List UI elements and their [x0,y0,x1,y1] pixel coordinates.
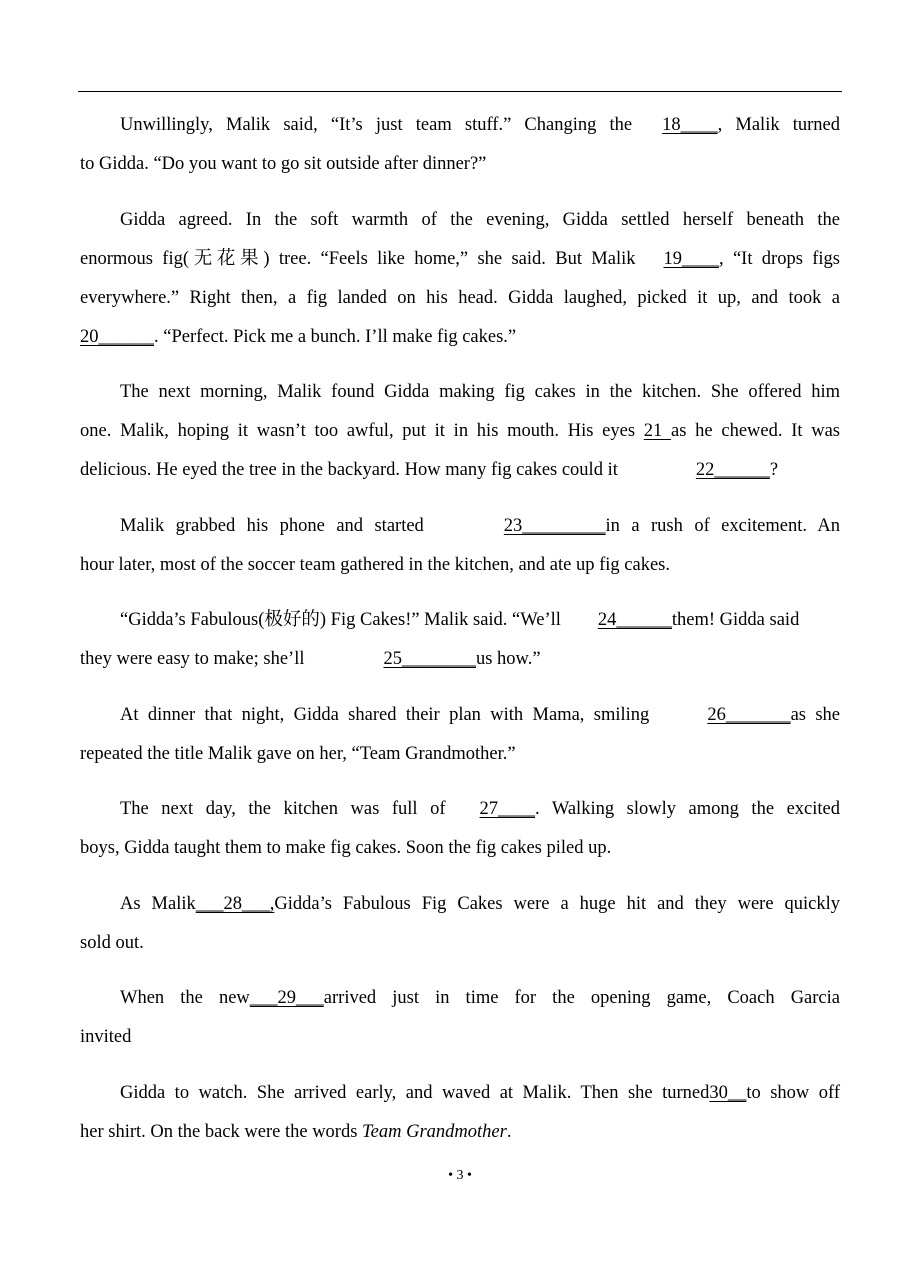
text-line [80,1074,840,1113]
text-run: Gidda agreed. In the soft warmth of the evening, Gidda settled herself beneath the [120,210,840,230]
text-run: As Malik [120,894,196,914]
shirt-words: Team Grandmother [362,1122,507,1142]
paragraph-7 [80,790,840,868]
text-line [80,601,840,640]
paragraph-3 [80,373,840,490]
text-run: arrived just in time for the opening game, Coach Garcia [323,988,840,1008]
text-run: invited [80,1027,132,1047]
paragraph-2 [80,201,840,357]
text-run: Gidda’s Fabulous Fig Cakes were a huge hit and they were quickly [274,894,841,914]
paragraph-1 [80,106,840,184]
page-number: • 3 • [448,1168,472,1183]
answer-blank-24: 24______ [597,610,672,630]
text-run: as he chewed. It was [671,421,841,441]
paragraph-4 [80,507,840,585]
answer-blank-28: ___28___, [195,894,275,914]
text-run: them! Gidda said [671,610,800,630]
text-line [80,1018,840,1057]
text-run: one. Malik, hoping it wasn’t too awful, put it in his mouth. His eyes [80,421,644,441]
text-run: . Walking slowly among the excited [535,799,840,819]
text-run: At dinner that night, Gidda shared their plan with Mama, smiling [120,705,650,725]
text-line [80,829,840,868]
text-run: , “It drops figs [718,249,840,269]
answer-blank-29: ___29___ [249,988,324,1008]
text-run: to Gidda. “Do you want to go sit outside after dinner?” [80,154,487,174]
text-run: Gidda to watch. She arrived early, and waved at Malik. Then she turned [120,1083,710,1103]
text-line [80,145,840,184]
text-line [80,412,840,451]
text-line [80,696,840,735]
text-run: delicious. He eyed the tree in the backyard. How many fig cakes could it [80,460,618,480]
paragraph-6 [80,696,840,774]
text-line [80,318,840,357]
text-line [80,979,840,1018]
text-run: The next morning, Malik found Gidda making fig cakes in the kitchen. She offered him [120,382,840,402]
text-line [80,735,840,774]
paragraph-5 [80,601,840,679]
answer-blank-21: 21 [643,421,672,441]
text-run: in a rush of excitement. An [605,516,840,536]
text-run: Unwillingly, Malik said, “It’s just team stuff.” Changing the [120,115,633,135]
text-run: boys, Gidda taught them to make fig cakes. Soon the fig cakes piled up. [80,838,612,858]
text-run: enormous fig(无花果) tree. “Feels like home,” she said. But Malik [80,249,636,269]
text-line [80,546,840,585]
text-run: everywhere.” Right then, a fig landed on his head. Gidda laughed, picked it up, and took a [80,288,840,308]
text-run: hour later, most of the soccer team gathered in the kitchen, and ate up fig cakes. [80,555,671,575]
text-line [80,885,840,924]
answer-blank-20: 20______ [80,327,154,347]
answer-blank-22: 22______ [695,460,770,480]
text-run: repeated the title Malik gave on her, “Team Grandmother.” [80,744,516,764]
text-line [80,924,840,963]
text-line [80,451,840,490]
paragraph-10 [80,1074,840,1152]
paragraph-9 [80,979,840,1057]
text-line [80,106,840,145]
text-run: to show off [746,1083,840,1103]
text-run: . “Perfect. Pick me a bunch. I’ll make fig cakes.” [154,327,517,347]
text-run: us how.” [475,649,541,669]
text-line [80,1113,840,1152]
text-run: . [506,1122,512,1142]
paragraph-8 [80,885,840,963]
text-run: Malik grabbed his phone and started [120,516,424,536]
text-run: they were easy to make; she’ll [80,649,305,669]
text-run: ? [769,460,779,480]
answer-blank-26: 26_______ [707,705,791,725]
text-line [80,201,840,240]
text-line [80,373,840,412]
text-line [80,790,840,829]
answer-blank-25: 25________ [383,649,476,669]
answer-blank-30: 30__ [709,1083,747,1103]
text-run: , Malik turned [717,115,840,135]
header-rule [78,91,842,92]
text-run: “Gidda’s Fabulous(极好的) Fig Cakes!” Malik said. “We’ll [120,610,561,630]
text-line [80,640,840,679]
text-run: her shirt. On the back were the words [80,1122,363,1142]
answer-blank-18: 18____ [662,115,718,135]
text-run: The next day, the kitchen was full of [120,799,446,819]
text-run: as she [790,705,840,725]
text-run: When the new [120,988,250,1008]
text-line [80,240,840,279]
answer-blank-23: 23_________ [503,516,606,536]
answer-blank-27: 27____ [479,799,536,819]
answer-blank-19: 19____ [663,249,719,269]
text-line [80,279,840,318]
text-line [80,507,840,546]
text-run: sold out. [80,933,144,953]
